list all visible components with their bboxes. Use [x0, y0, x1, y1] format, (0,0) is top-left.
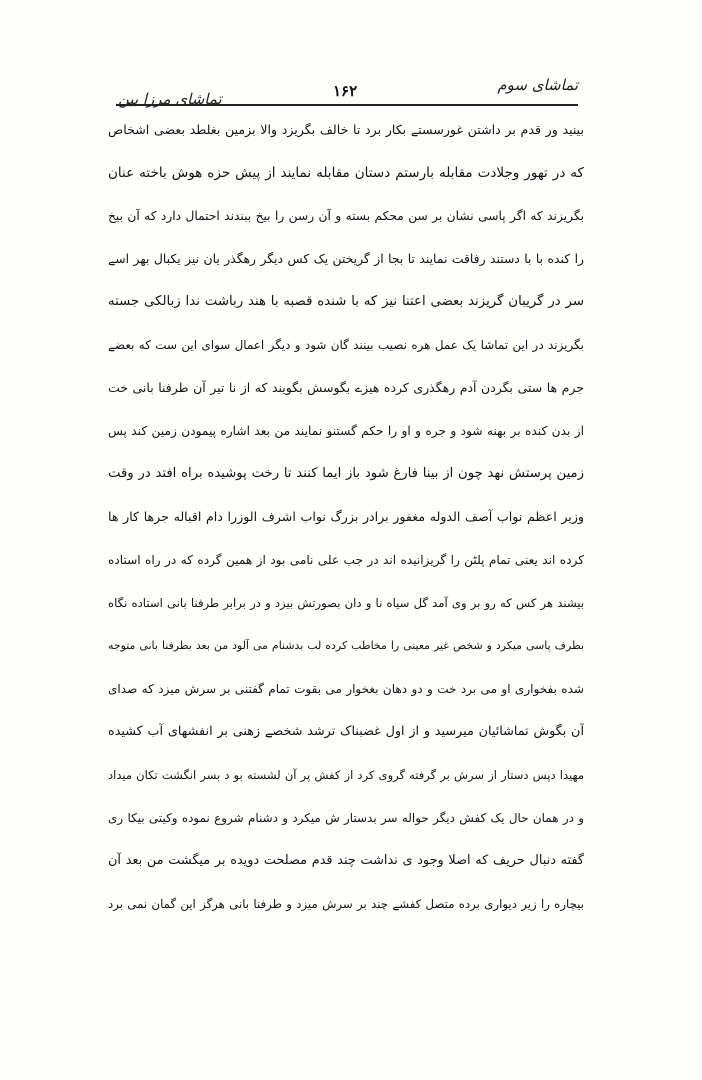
text-line: مهیدا دپس دستار از سرش بر گرفته گروی کرد از کفش پر آن لشسته بو د بسر انگشت تکان میداد: [108, 768, 584, 782]
text-line: از بدن کنده بر بهنه شود و جره و او را حکم گستنو نمایند من بعد اشاره پیمودن زمین کند پس: [108, 424, 584, 438]
text-line: کرده اند یعنی تمام پلٹن را گریزانیده اند در جب علی نامی بود از همین گرده که در راه استاده: [108, 553, 584, 567]
text-line: سر در گریبان گریزند بعضی اعتنا نیز که با شنده قصبه با هند رباشت ندا زبالکی جسته: [108, 294, 584, 309]
text-line: را کنده با با دستند رفاقت نمایند تا بجا از گریختن یک کس دیگر رهگذر یان نیز یکبال بهر اسے: [108, 252, 584, 266]
text-line: بگریزند در این تماشا یک عمل هره نصیب بینند گان شود و دیگر اعمال سوای این ست که بعضے: [108, 338, 584, 352]
body-text: [108, 108, 584, 968]
text-line: گفته دنبال حریف که اصلا وجود ی نداشت چند قدم مصلحت دویده بر میگشت من بعد آن: [108, 853, 584, 868]
page-number: ۱۶۲: [333, 82, 358, 100]
text-line: بطرف پاسی میکرد و شخص غیر معینی را مخاطب کرده لب بدشنام می آلود من بعد بطرفنا بانی متوجه: [108, 639, 584, 652]
running-title-left: تماشای مرزا بین: [118, 90, 222, 108]
text-line: بیشند هر کس که رو بر وی آمد گل سیاه نا و دان بصورتش بیزد و در برابر طرفنا بانی استاده نگاه: [108, 596, 584, 610]
text-line: شده بفخواری او می برد خت و دو دهان بغخوار می بقوت تمام گفتنی بر سرش میزد که صدای: [108, 682, 584, 696]
text-line: وزیر اعظم نواب آصف الدوله مغفور برادر بزرگ نواب اشرف الوزرا دام اقباله جرها کار ها: [108, 509, 584, 524]
running-title-right: تماشای سوم: [497, 76, 578, 94]
text-line: زمین پرستش نهد چون از بینا فارغ شود باز ایما کنند تا رخت پوشیده براه افتد در وقت: [108, 466, 584, 481]
page-header: [118, 70, 578, 108]
header-rule: [116, 104, 578, 106]
text-line: بگریزند که اگر پاسی نشان بر سن محکم بسته و آن رسن را بیخ ببندند احتمال دارد که آن بیخ: [108, 209, 584, 223]
text-line: که در تهور وجلادت مقابله بارستم دستان مقابله نمایند از پیش حزه هوش باخته عنان: [108, 165, 584, 181]
text-line: بینید ور قدم بر داشتن غورسستے بکار برد تا خالف بگریزد والا بزمین بغلطد بعضی اشخاص: [108, 122, 584, 137]
text-line: آن بگوش تماشائیان میرسید و از اول غضبناک ترشد شخصے زهنی بر انفشهای آب کشیده: [108, 724, 584, 739]
text-line: بیچاره را زیر دیواری برده متصل کفشے چند بر سرش میزد و طرفنا بانی هرگز این گمان نمی برد: [108, 897, 584, 911]
text-line: جرم ها ستی بگردن آدم رهگذری کرده هیزے بگوسش بگویند که از نا تیر آن طرفنا بانی خت: [108, 380, 584, 395]
text-line: و در همان حال یک کفش دیگر حواله سر بدستار ش میکرد و دشنام شروع نموده وکیتی بیکا ری: [108, 811, 584, 825]
